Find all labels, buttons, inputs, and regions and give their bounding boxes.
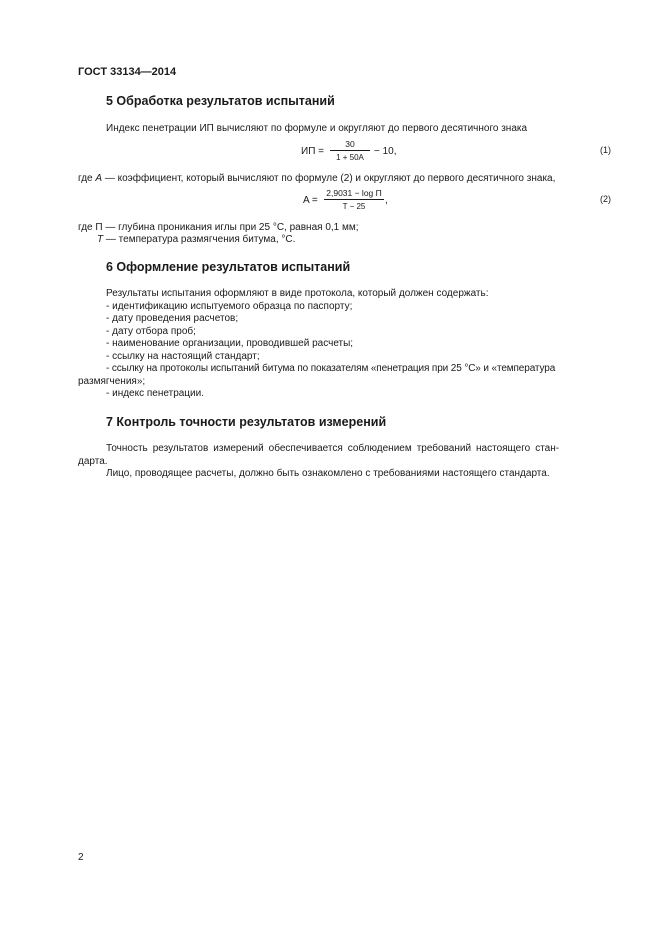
page-number: 2: [78, 852, 84, 863]
where-t-variable: T: [97, 234, 104, 245]
where-t-text: — температура размягчения битума, °С.: [103, 234, 296, 245]
section-5-intro: Индекс пенетрации ИП вычисляют по формуле и округляют до первого десятичного знака: [106, 123, 528, 134]
where-p-line: где П — глубина проникания иглы при 25 °С, равная 0,1 мм;: [78, 222, 359, 233]
document-header: ГОСТ 33134—2014: [78, 66, 177, 78]
list-item: - идентификацию испытуемого образца по паспорту;: [106, 300, 353, 312]
formula-1-rhs: − 10,: [374, 146, 397, 157]
section-6-heading: 6 Оформление результатов испытаний: [106, 260, 351, 274]
where-a-line: [78, 173, 555, 186]
formula-2-denominator: T − 25: [342, 202, 366, 211]
formula-2-lhs: A =: [303, 195, 318, 206]
section-7-paragraph-2: Лицо, проводящее расчеты, должно быть ознакомлено с требованиями настоящего стандарта.: [106, 468, 550, 479]
formula-2-fraction: [324, 188, 384, 211]
section-7-heading: 7 Контроль точности результатов измерений: [106, 415, 387, 429]
formula-1-lhs: ИП =: [301, 146, 324, 157]
formula-1-number: (1): [600, 145, 611, 155]
list-item: - индекс пенетрации.: [106, 388, 204, 399]
list-item-continuation: размягчения»;: [78, 375, 146, 387]
formula-2-number: (2): [600, 194, 611, 204]
where-a-prefix: где: [78, 173, 96, 184]
section-5-heading: 5 Обработка результатов испытаний: [106, 94, 335, 108]
section-7-paragraph-1-end: дарта.: [78, 455, 108, 467]
formula-1-numerator: 30: [330, 139, 370, 151]
section-6-intro: Результаты испытания оформляют в виде протокола, который должен содержать:: [106, 288, 489, 299]
list-item: - ссылку на протоколы испытаний битума по показателям «пенетрация при 25 °С» и «температура: [106, 363, 556, 374]
list-item: - дату отбора проб;: [106, 325, 196, 337]
where-a-text: — коэффициент, который вычисляют по формуле (2) и округляют до первого десятичного знака,: [102, 173, 556, 184]
list-item: - ссылку на настоящий стандарт;: [106, 350, 260, 362]
where-a-variable: A: [95, 173, 103, 184]
where-t-line: [97, 234, 295, 247]
formula-1-fraction: [330, 139, 370, 162]
section-7-paragraph-1: Точность результатов измерений обеспечивается соблюдением требований настоящего стан-: [106, 443, 560, 454]
formula-1-denominator: 1 + 50A: [336, 153, 364, 162]
formula-2-rhs: ,: [385, 195, 388, 206]
list-item: - дату проведения расчетов;: [106, 313, 239, 324]
formula-2-numerator: 2,9031 − log П: [324, 188, 384, 200]
list-item: - наименование организации, проводившей расчеты;: [106, 338, 354, 349]
